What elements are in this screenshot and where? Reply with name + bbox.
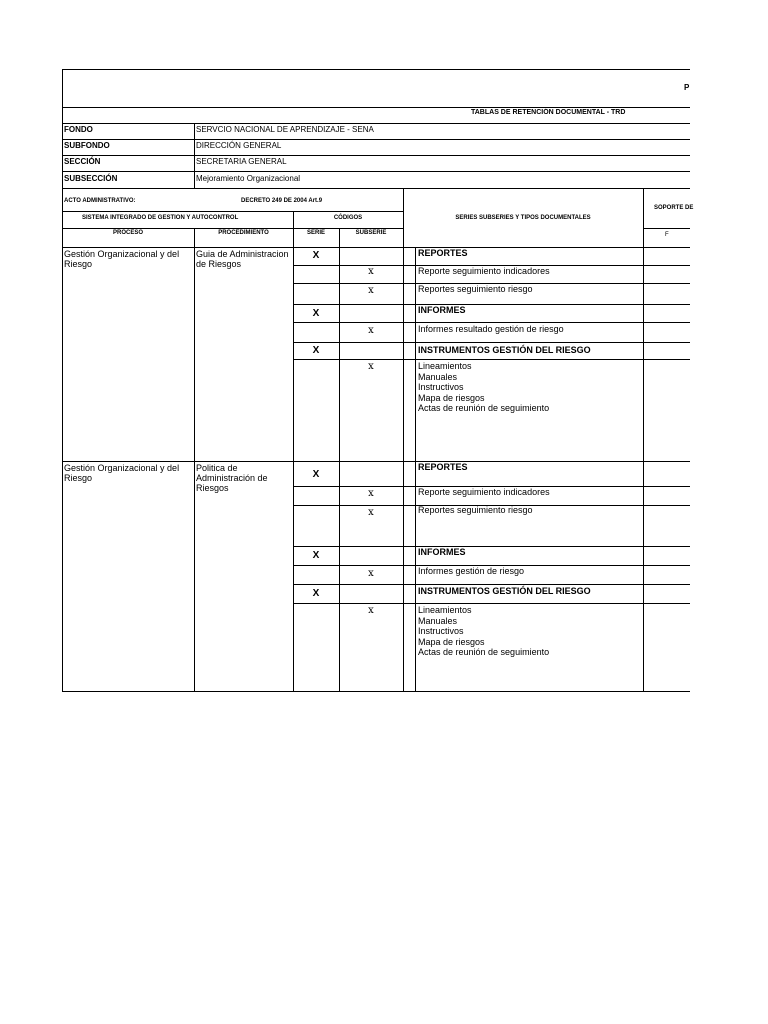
grid-line	[293, 304, 690, 305]
fondo-value: SERVCIO NACIONAL DE APRENDIZAJE - SENA	[196, 125, 374, 134]
block-2-serie-mark: X	[312, 469, 320, 480]
subfondo-label: SUBFONDO	[64, 141, 110, 150]
soporte-header: SOPORTE DE	[654, 205, 694, 211]
block-1-proceso: Gestión Organizacional y del Riesgo	[64, 249, 180, 269]
block-2-subserie-mark: x	[368, 568, 374, 579]
tipo-documental: Instructivos	[418, 382, 464, 392]
grid-line	[194, 228, 195, 691]
grid-line	[643, 228, 690, 229]
acto-value: DECRETO 249 DE 2004 Art.9	[241, 198, 323, 204]
block-2-subserie-mark: x	[368, 507, 374, 518]
block-1-subserie-mark: x	[368, 361, 374, 372]
block-1-subserie-text: Informes resultado gestión de riesgo	[418, 324, 564, 334]
block-1-tipos-documentales	[418, 361, 549, 414]
tipo-documental: Mapa de riesgos	[418, 392, 485, 403]
seccion-label: SECCIÓN	[64, 157, 101, 166]
grid-line	[293, 584, 690, 585]
grid-line	[643, 188, 644, 691]
proceso-header: PROCESO	[112, 230, 143, 236]
grid-line	[62, 69, 63, 691]
tipo-documental: Actas de reunión de seguimiento	[418, 403, 550, 413]
grid-line	[62, 228, 403, 229]
block-2-proceso: Gestión Organizacional y del Riesgo	[64, 463, 180, 483]
subseccion-value: Mejoramiento Organizacional	[196, 174, 301, 183]
tipo-documental: Lineamientos	[418, 605, 472, 615]
tipo-documental: Manuales	[418, 371, 458, 382]
tipo-documental: Actas de reunión de seguimiento	[418, 647, 550, 657]
block-2-procedimiento: Politica de Administración de Riesgos	[196, 463, 268, 493]
block-2-series-title: INFORMES	[418, 547, 466, 557]
tipo-documental: Lineamientos	[418, 361, 472, 371]
grid-line	[62, 211, 403, 212]
subseccion-label: SUBSECCIÓN	[64, 174, 118, 183]
seccion-value: SECRETARIA GENERAL	[196, 157, 287, 166]
procedimiento-header: PROCEDIMIENTO	[218, 230, 269, 236]
tipo-documental: Instructivos	[418, 626, 464, 636]
grid-line	[62, 171, 690, 172]
block-1-subserie-text: Reportes seguimiento riesgo	[418, 284, 533, 294]
grid-line	[62, 188, 690, 189]
codigos-header: CÓDIGOS	[333, 215, 363, 221]
sistema-header: SISTEMA INTEGRADO DE GESTION Y AUTOCONTROL	[82, 215, 239, 221]
block-2-series-title: INSTRUMENTOS GESTIÓN DEL RIESGO	[418, 586, 591, 596]
block-2-serie-mark: X	[312, 550, 320, 561]
grid-line	[403, 188, 404, 691]
block-1-serie-mark: X	[312, 345, 320, 356]
acto-label: ACTO ADMINISTRATIVO:	[64, 198, 136, 204]
block-2-subserie-mark: x	[368, 605, 374, 616]
header-subtitle: TABLAS DE RETENCIÓN DOCUMENTAL - TRD	[471, 109, 626, 116]
grid-line	[293, 359, 690, 360]
grid-line	[62, 107, 690, 108]
block-1-series-title: INSTRUMENTOS GESTIÓN DEL RIESGO	[418, 345, 591, 355]
header-title: P	[684, 83, 690, 92]
grid-line	[62, 139, 690, 140]
grid-line	[415, 247, 416, 691]
soporte-subheader: F	[665, 232, 669, 238]
grid-line	[62, 155, 690, 156]
series-header: SERIES SUBSERIES Y TIPOS DOCUMENTALES	[455, 215, 591, 221]
subfondo-value: DIRECCIÓN GENERAL	[196, 141, 282, 150]
grid-line	[62, 123, 690, 124]
grid-line	[293, 546, 690, 547]
block-1-procedimiento: Guia de Administracion de Riesgos	[196, 249, 289, 269]
grid-line	[62, 691, 690, 692]
block-2-tipos-documentales	[418, 605, 549, 658]
grid-line	[194, 123, 195, 188]
fondo-label: FONDO	[64, 125, 93, 134]
grid-line	[293, 322, 690, 323]
block-1-serie-mark: X	[312, 250, 320, 261]
grid-line	[62, 461, 690, 462]
block-2-series-title: REPORTES	[418, 462, 468, 472]
grid-line	[293, 603, 690, 604]
tipo-documental: Manuales	[418, 615, 458, 626]
block-1-subserie-mark: x	[368, 285, 374, 296]
tipo-documental: Mapa de riesgos	[418, 636, 485, 647]
grid-line	[339, 228, 340, 691]
block-1-subserie-text: Reporte seguimiento indicadores	[418, 266, 550, 276]
grid-line	[62, 69, 690, 70]
block-2-subserie-text: Reportes seguimiento riesgo	[418, 505, 533, 515]
block-2-subserie-mark: x	[368, 488, 374, 499]
block-1-subserie-mark: x	[368, 325, 374, 336]
block-2-subserie-text: Reporte seguimiento indicadores	[418, 487, 550, 497]
block-1-series-title: REPORTES	[418, 248, 468, 258]
subserie-header: SUBSERIE	[355, 230, 387, 236]
grid-line	[62, 247, 690, 248]
block-1-series-title: INFORMES	[418, 305, 466, 315]
serie-header: SERIE	[306, 230, 325, 236]
block-2-subserie-text: Informes gestión de riesgo	[418, 566, 525, 576]
block-1-serie-mark: X	[312, 308, 320, 319]
grid-line	[293, 211, 294, 691]
block-2-serie-mark: X	[312, 588, 320, 599]
grid-line	[293, 342, 690, 343]
block-1-subserie-mark: x	[368, 266, 374, 277]
